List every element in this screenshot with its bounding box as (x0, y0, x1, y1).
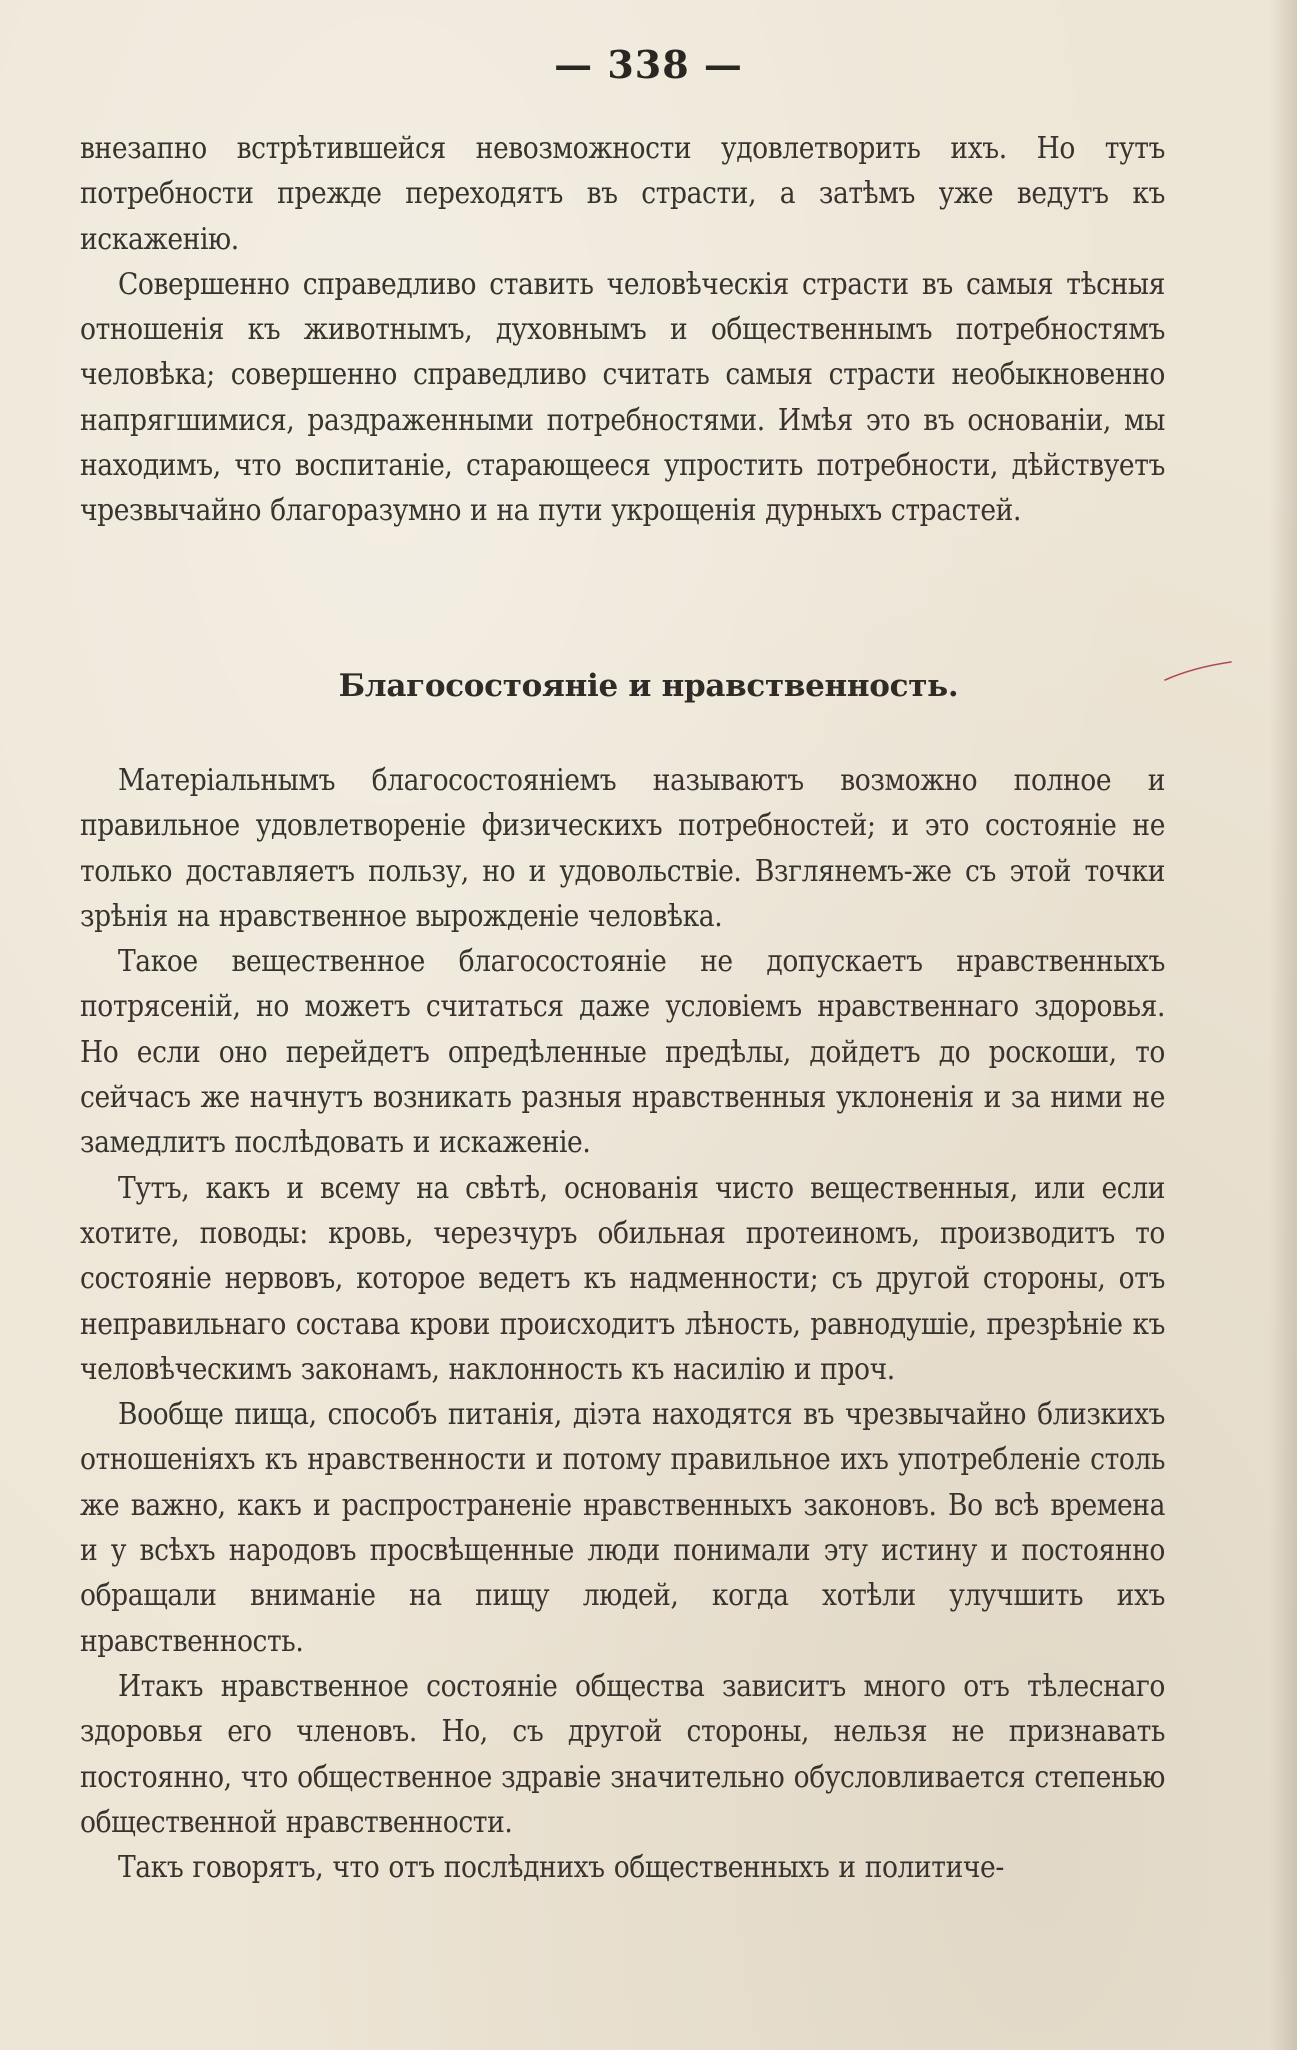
text-section-1 (80, 126, 1165, 534)
paragraph: Такое вещественное благосостояніе не допускаетъ нравственныхъ потрясеній, но можетъ считаться даже условіемъ нравственнаго здоровья. Но если оно перейдетъ опредѣленные предѣлы, дойдетъ до роскоши, то сейчасъ же начнутъ возникать разныя нравственныя уклоненія и за ними не замедлитъ послѣдовать и искаженіе. (80, 944, 1165, 1160)
pencil-mark-icon (1163, 660, 1233, 684)
paragraph: Совершенно справедливо ставить человѣческія страсти въ самыя тѣсныя отношенія къ животнымъ, духовнымъ и общественнымъ потребностямъ человѣка; совершенно справедливо считать самыя страсти необыкновенно напрягшимися, раздраженными потребностями. Имѣя это въ основаніи, мы находимъ, что воспитаніе, старающееся упростить потребности, дѣйствуетъ чрезвычайно благоразумно и на пути укрощенія дурныхъ страстей. (80, 266, 1165, 528)
section-heading: Благосостояніе и нравственность. (338, 668, 959, 704)
text-section-2 (80, 758, 1165, 1890)
paragraph: Итакъ нравственное состояніе общества зависитъ много отъ тѣлеснаго здоровья его членовъ. Но, съ другой стороны, нельзя не признавать постоянно, что общественное здравіе значительно обусловливается степенью общественной нравственности. (80, 1668, 1165, 1839)
page-edge-shadow (1269, 0, 1297, 2050)
paragraph: Такъ говорятъ, что отъ послѣднихъ общественныхъ и политиче- (118, 1850, 1004, 1885)
paragraph-continuation: внезапно встрѣтившейся невозможности удовлетворить ихъ. Но тутъ потребности прежде переходятъ въ страсти, а затѣмъ уже ведутъ къ искаженію. (80, 131, 1165, 256)
paragraph: Тутъ, какъ и всему на свѣтѣ, основанія чисто вещественныя, или если хотите, поводы: кровь, черезчуръ обильная протеиномъ, производитъ то состояніе нервовъ, которое ведетъ къ надменности; съ другой стороны, отъ неправильнаго состава крови происходитъ лѣность, равнодушіе, презрѣніе къ человѣческимъ законамъ, наклонность къ насилію и проч. (80, 1170, 1165, 1386)
page-number: — 338 — (554, 42, 743, 87)
paragraph: Вообще пища, способъ питанія, діэта находятся въ чрезвычайно близкихъ отношеніяхъ къ нравственности и потому правильное ихъ употребленіе столь же важно, какъ и распространеніе нравственныхъ законовъ. Во всѣ времена и у всѣхъ народовъ просвѣщенные люди понимали эту истину и постоянно обращали вниманіе на пищу людей, когда хотѣли улучшить ихъ нравственность. (80, 1397, 1165, 1658)
paragraph: Матеріальнымъ благосостояніемъ называютъ возможно полное и правильное удовлетвореніе физическихъ потребностей; и это состояніе не только доставляетъ пользу, но и удовольствіе. Взглянемъ-же съ этой точки зрѣнія на нравственное вырожденіе человѣка. (80, 763, 1165, 933)
